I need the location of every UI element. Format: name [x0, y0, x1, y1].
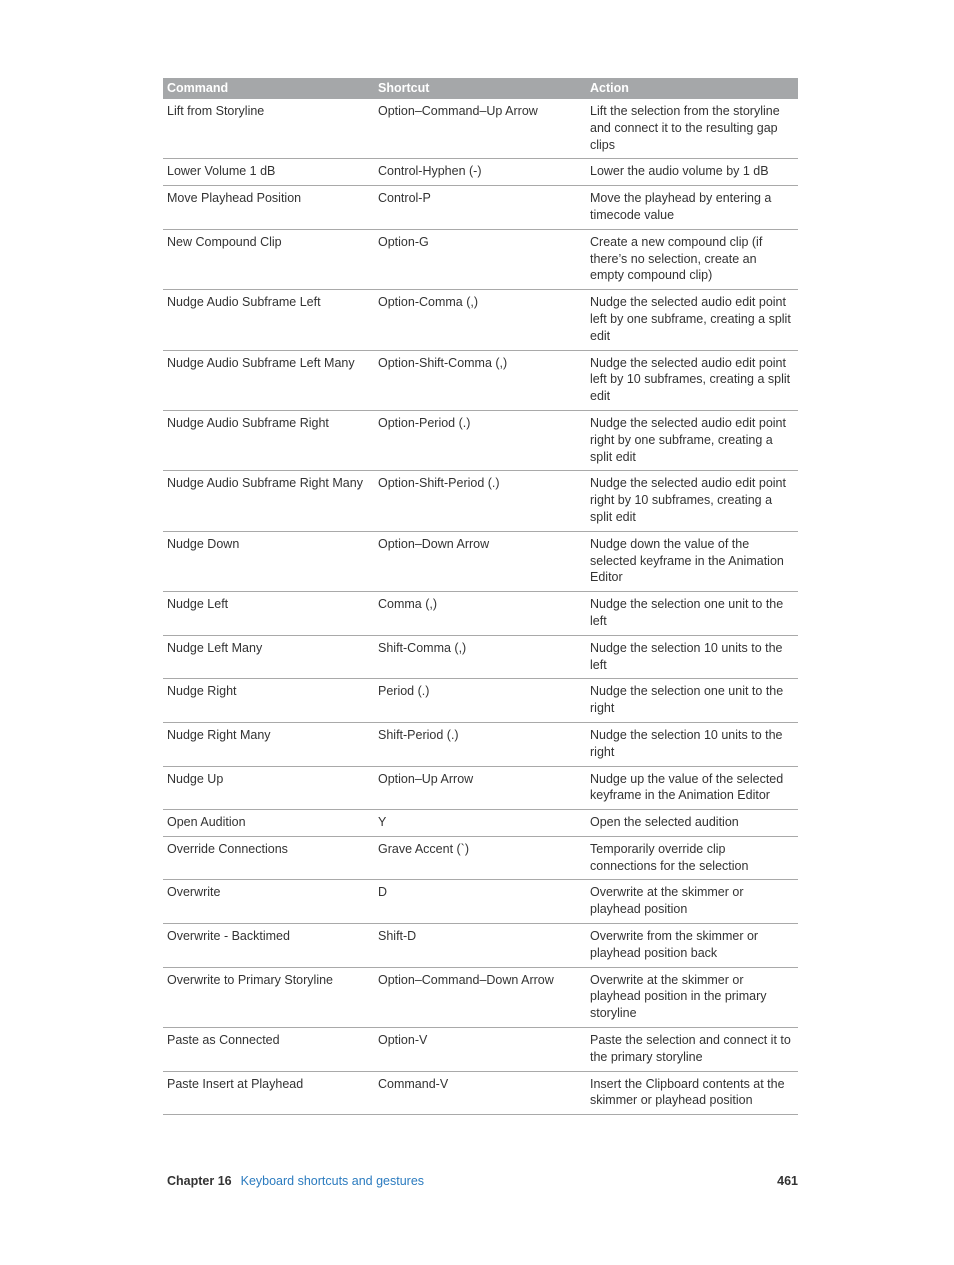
action-cell: Paste the selection and connect it to the primary storyline [586, 1028, 798, 1072]
header-shortcut: Shortcut [374, 78, 586, 99]
command-cell: Paste Insert at Playhead [163, 1071, 374, 1115]
table-row [163, 229, 798, 289]
shortcut-cell: Shift-D [374, 924, 586, 968]
command-cell: Overwrite to Primary Storyline [163, 967, 374, 1027]
page-number: 461 [777, 1174, 798, 1188]
shortcut-cell: Option–Up Arrow [374, 766, 586, 810]
table-row [163, 722, 798, 766]
action-cell: Overwrite at the skimmer or playhead position [586, 880, 798, 924]
action-cell: Nudge the selection one unit to the left [586, 592, 798, 636]
action-cell: Create a new compound clip (if there’s no selection, create an empty compound clip) [586, 229, 798, 289]
command-cell: Nudge Audio Subframe Left [163, 290, 374, 350]
shortcut-cell: Shift-Period (.) [374, 722, 586, 766]
shortcut-cell: Grave Accent (`) [374, 836, 586, 880]
shortcut-cell: Option-G [374, 229, 586, 289]
shortcut-cell: Option-V [374, 1028, 586, 1072]
table-header [163, 78, 798, 99]
shortcut-cell: Command-V [374, 1071, 586, 1115]
action-cell: Nudge the selected audio edit point left by 10 subframes, creating a split edit [586, 350, 798, 410]
table-row [163, 186, 798, 230]
table-body [163, 99, 798, 1115]
action-cell: Nudge the selected audio edit point right by 10 subframes, creating a split edit [586, 471, 798, 531]
action-cell: Overwrite at the skimmer or playhead position in the primary storyline [586, 967, 798, 1027]
table-row [163, 531, 798, 591]
table-header-row [163, 78, 798, 99]
command-cell: Nudge Right Many [163, 722, 374, 766]
shortcut-cell: Comma (,) [374, 592, 586, 636]
table-row [163, 635, 798, 679]
shortcut-cell: Option-Comma (,) [374, 290, 586, 350]
table-row [163, 99, 798, 159]
table-row [163, 159, 798, 186]
action-cell: Nudge up the value of the selected keyframe in the Animation Editor [586, 766, 798, 810]
shortcuts-table [163, 78, 798, 1115]
command-cell: Nudge Up [163, 766, 374, 810]
action-cell: Overwrite from the skimmer or playhead position back [586, 924, 798, 968]
command-cell: Nudge Audio Subframe Right [163, 410, 374, 470]
table-row [163, 350, 798, 410]
command-cell: Nudge Left Many [163, 635, 374, 679]
action-cell: Lift the selection from the storyline and connect it to the resulting gap clips [586, 99, 798, 159]
action-cell: Nudge the selection 10 units to the right [586, 722, 798, 766]
shortcut-cell: Option–Command–Up Arrow [374, 99, 586, 159]
command-cell: Move Playhead Position [163, 186, 374, 230]
table-row [163, 1028, 798, 1072]
shortcut-cell: Shift-Comma (,) [374, 635, 586, 679]
action-cell: Lower the audio volume by 1 dB [586, 159, 798, 186]
shortcut-cell: Option-Period (.) [374, 410, 586, 470]
header-command: Command [163, 78, 374, 99]
shortcut-cell: D [374, 880, 586, 924]
shortcut-cell: Option-Shift-Comma (,) [374, 350, 586, 410]
shortcut-cell: Control-P [374, 186, 586, 230]
table-row [163, 967, 798, 1027]
table-row [163, 836, 798, 880]
shortcut-cell: Y [374, 810, 586, 837]
action-cell: Nudge the selection one unit to the right [586, 679, 798, 723]
chapter-title-link[interactable]: Keyboard shortcuts and gestures [240, 1174, 425, 1188]
action-cell: Nudge down the value of the selected keyframe in the Animation Editor [586, 531, 798, 591]
shortcut-cell: Option–Command–Down Arrow [374, 967, 586, 1027]
command-cell: Lift from Storyline [163, 99, 374, 159]
table-row [163, 924, 798, 968]
command-cell: Nudge Down [163, 531, 374, 591]
command-cell: Open Audition [163, 810, 374, 837]
action-cell: Nudge the selection 10 units to the left [586, 635, 798, 679]
command-cell: Nudge Audio Subframe Right Many [163, 471, 374, 531]
shortcuts-table-container [163, 78, 798, 1115]
shortcut-cell: Option-Shift-Period (.) [374, 471, 586, 531]
command-cell: Nudge Audio Subframe Left Many [163, 350, 374, 410]
action-cell: Nudge the selected audio edit point left by one subframe, creating a split edit [586, 290, 798, 350]
table-row [163, 410, 798, 470]
shortcut-cell: Period (.) [374, 679, 586, 723]
table-row [163, 810, 798, 837]
command-cell: Override Connections [163, 836, 374, 880]
command-cell: Overwrite - Backtimed [163, 924, 374, 968]
header-action: Action [586, 78, 798, 99]
table-row [163, 592, 798, 636]
command-cell: Paste as Connected [163, 1028, 374, 1072]
action-cell: Move the playhead by entering a timecode value [586, 186, 798, 230]
command-cell: Overwrite [163, 880, 374, 924]
table-row [163, 290, 798, 350]
command-cell: Nudge Right [163, 679, 374, 723]
page-footer [167, 1173, 798, 1189]
shortcut-cell: Option–Down Arrow [374, 531, 586, 591]
table-row [163, 471, 798, 531]
action-cell: Nudge the selected audio edit point right by one subframe, creating a split edit [586, 410, 798, 470]
command-cell: Nudge Left [163, 592, 374, 636]
table-row [163, 679, 798, 723]
command-cell: Lower Volume 1 dB [163, 159, 374, 186]
chapter-label: Chapter 16 [167, 1174, 232, 1188]
action-cell: Temporarily override clip connections for the selection [586, 836, 798, 880]
table-row [163, 880, 798, 924]
table-row [163, 766, 798, 810]
action-cell: Insert the Clipboard contents at the skimmer or playhead position [586, 1071, 798, 1115]
action-cell: Open the selected audition [586, 810, 798, 837]
shortcut-cell: Control-Hyphen (-) [374, 159, 586, 186]
command-cell: New Compound Clip [163, 229, 374, 289]
table-row [163, 1071, 798, 1115]
